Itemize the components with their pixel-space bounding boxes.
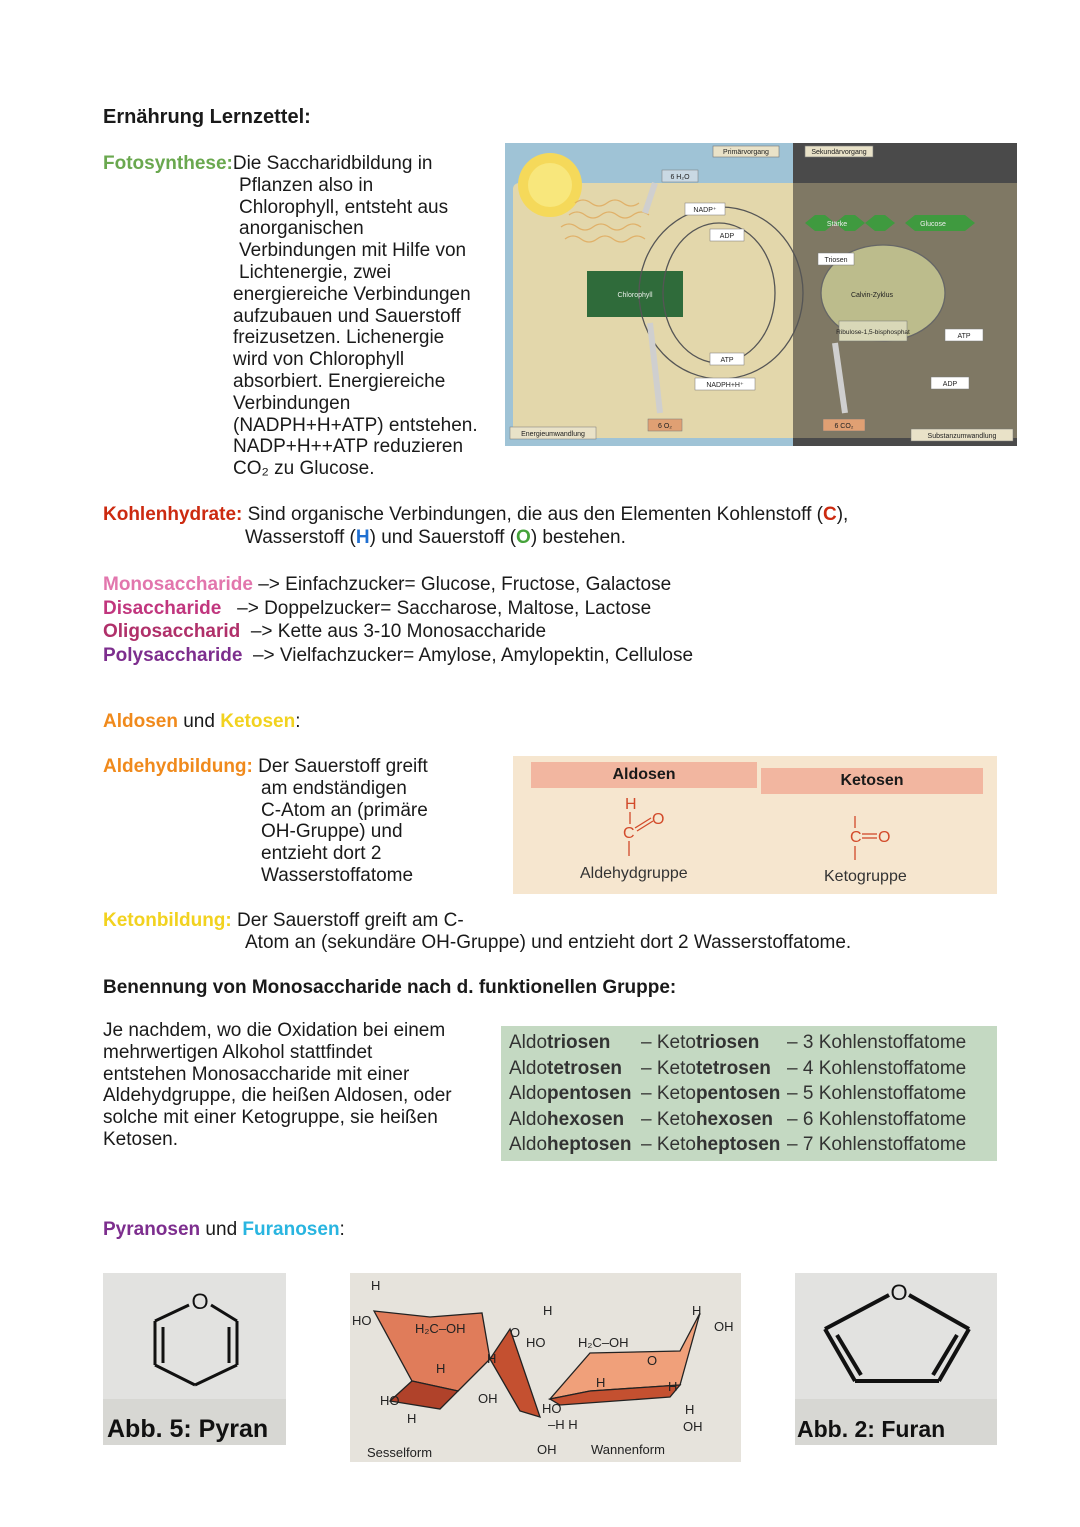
atp-label-1: ATP <box>720 357 734 364</box>
pyranosen-word: Pyranosen <box>103 1219 201 1240</box>
furan-oxygen: O <box>890 1280 908 1305</box>
oxidation-line: Je nachdem, wo die Oxidation bei einem <box>103 1020 446 1041</box>
element-h: H <box>355 527 370 548</box>
saccharide-desc: –> Kette aus 3-10 Monosaccharide <box>240 621 547 642</box>
table-row: Aldoheptosen – Ketoheptosen – 7 Kohlenstoffatome <box>509 1134 967 1155</box>
ketose-c: C <box>850 829 862 846</box>
primaervorgang-label: Primärvorgang <box>723 149 769 156</box>
boat-h-right-top: H <box>692 1303 702 1318</box>
keton-text: Der Sauerstoff greift am C- <box>231 910 464 931</box>
list-item <box>103 597 693 621</box>
aldose-h: H <box>625 796 637 813</box>
list-item <box>103 644 693 668</box>
ketogruppe-label: Ketogruppe <box>824 868 907 885</box>
chair-h2coh: H₂C–OH <box>415 1321 466 1336</box>
boat-ho: HO <box>526 1335 546 1350</box>
o2-label: 6 O₂ <box>658 423 672 430</box>
fotosynthese-line: Chlorophyll, entsteht aus <box>239 196 449 218</box>
aldo-suffix: pentosen <box>547 1083 632 1104</box>
carbon-count: 3 Kohlenstoffatome <box>802 1032 967 1053</box>
chair-ho-left: HO <box>352 1313 372 1328</box>
wannenform-label: Wannenform <box>591 1442 665 1457</box>
fotosynthese-section <box>103 153 503 480</box>
kohlenhydrate-line-1 <box>103 504 848 526</box>
page-title: Ernährung Lernzettel: <box>103 106 311 128</box>
triosen-label: Triosen <box>824 257 848 264</box>
pyran-caption: Abb. 5: Pyran <box>107 1415 269 1443</box>
aldo-prefix: Aldo <box>509 1032 548 1053</box>
keto-suffix: tetrosen <box>695 1058 771 1079</box>
keto-suffix: pentosen <box>695 1083 781 1104</box>
kohlenhydrate-text: ) und Sauerstoff ( <box>369 527 517 548</box>
fotosynthese-line: Verbindungen <box>233 392 351 414</box>
chair-h-top: H <box>371 1278 381 1293</box>
table-row: Aldotriosen – Ketotriosen – 3 Kohlenstoffatome <box>509 1032 967 1053</box>
photosynthesis-diagram <box>505 143 1017 446</box>
list-item <box>103 620 693 644</box>
furan-figure <box>795 1273 997 1445</box>
fotosynthese-line: Pflanzen also in <box>239 174 374 196</box>
chair-h-right: H <box>487 1351 497 1366</box>
pyran-oxygen: O <box>191 1289 209 1314</box>
pyranosen-furanosen-heading <box>103 1219 345 1241</box>
saccharide-desc: –> Doppelzucker= Saccharose, Maltose, Lactose <box>221 597 652 619</box>
carbon-count: 7 Kohlenstoffatome <box>802 1134 967 1155</box>
aldehyd-line: Wasserstoffatome <box>261 864 414 886</box>
kohlenhydrate-text: ) bestehen. <box>530 527 626 548</box>
fotosynthese-line: aufzubauen und Sauerstoff <box>233 305 461 327</box>
substanzumwandlung-label: Substanzumwandlung <box>927 433 997 440</box>
keton-line-2: Atom an (sekundäre OH-Gruppe) und entzieht dort 2 Wasserstoffatome. <box>245 932 852 953</box>
keto-suffix: heptosen <box>695 1134 781 1155</box>
fotosynthese-line: Verbindungen mit Hilfe von <box>239 240 467 262</box>
boat-h2coh: H₂C–OH <box>578 1335 629 1350</box>
kohlenhydrate-line-2 <box>245 527 626 549</box>
benennung-heading: Benennung von Monosaccharide nach d. funktionellen Gruppe: <box>103 977 677 998</box>
carbon-count: 5 Kohlenstoffatome <box>802 1083 967 1104</box>
aldo-suffix: hexosen <box>547 1109 625 1130</box>
kohlenhydrate-text: Sind organische Verbindungen, die aus den Elementen Kohlenstoff ( <box>242 504 823 525</box>
keto-prefix: Keto <box>656 1134 696 1155</box>
kohlenhydrate-text: ), <box>836 504 849 525</box>
ketosen-header: Ketosen <box>761 768 983 794</box>
oxidation-line: Aldehydgruppe, die heißen Aldosen, oder <box>103 1085 452 1107</box>
aldo-prefix: Aldo <box>509 1058 548 1079</box>
table-row: Aldohexosen – Ketohexosen – 6 Kohlenstoffatome <box>509 1109 967 1130</box>
nadp-label: NADP⁺ <box>693 207 717 214</box>
aldo-suffix: triosen <box>547 1032 611 1053</box>
keto-prefix: Keto <box>656 1032 696 1053</box>
und-word: und <box>177 711 221 732</box>
boat-ho-bottom: HO <box>542 1401 562 1416</box>
saccharide-name: Monosaccharide <box>103 574 253 595</box>
adp-label-1: ADP <box>719 233 735 240</box>
sekundaervorgang-label: Sekundärvorgang <box>811 149 867 156</box>
saccharide-name: Polysaccharide <box>103 644 243 666</box>
table-row: Aldotetrosen – Ketotetrosen – 4 Kohlenstoffatome <box>509 1058 967 1079</box>
element-o: O <box>516 527 531 548</box>
fotosynthese-line: freizusetzen. Lichenergie <box>233 327 445 349</box>
furan-caption: Abb. 2: Furan <box>797 1416 946 1442</box>
fotosynthese-line: NADP+H++ATP reduzieren <box>233 436 464 458</box>
nadph-label: NADPH+H⁺ <box>706 382 744 389</box>
colon: : <box>295 711 301 732</box>
saccharide-desc: –> Vielfachzucker= Amylose, Amylopektin, Cellulose <box>242 644 694 666</box>
kohlenhydrate-text: Wasserstoff ( <box>245 527 356 548</box>
keton-term: Ketonbildung: <box>103 910 232 931</box>
boat-h-right: H <box>668 1379 678 1394</box>
fotosynthese-line: absorbiert. Energiereiche <box>233 370 446 392</box>
keto-prefix: Keto <box>656 1109 696 1130</box>
keton-line-1 <box>103 910 464 932</box>
fotosynthese-line: wird von Chlorophyll <box>233 349 405 371</box>
adp-label-2: ADP <box>942 381 958 388</box>
atp-label-2: ATP <box>957 333 971 340</box>
saccharide-name: Oligosaccharid <box>103 621 241 642</box>
boat-ring-oxygen: O <box>647 1353 658 1368</box>
conformation-svg <box>350 1273 741 1462</box>
boat-oh-bottom-right: OH <box>683 1419 703 1434</box>
carbon-count: 6 Kohlenstoffatome <box>802 1109 967 1130</box>
keto-suffix: triosen <box>695 1032 760 1053</box>
oxidation-line: mehrwertigen Alkohol stattfindet <box>103 1041 373 1063</box>
keto-suffix: hexosen <box>695 1109 774 1130</box>
keto-prefix: Keto <box>656 1058 696 1079</box>
aldehydgruppe-label: Aldehydgruppe <box>580 865 688 882</box>
ketosen-word: Ketosen <box>220 711 296 732</box>
fotosynthese-line: energiereiche Verbindungen <box>233 283 471 305</box>
oxidation-paragraph <box>103 1020 452 1151</box>
photosynthesis-svg <box>505 143 1017 446</box>
chair-ho-bottom: HO <box>380 1393 400 1408</box>
boat-oh-bottom: OH <box>537 1442 557 1457</box>
ribulose-label: Ribulose-1,5-bisphosphat <box>836 329 910 336</box>
chlorophyll-label: Chlorophyll <box>617 292 653 299</box>
glucose-label: Glucose <box>920 221 946 228</box>
boat-h-mid: H <box>596 1375 606 1390</box>
saccharide-list <box>103 573 693 667</box>
furanosen-word: Furanosen <box>242 1219 340 1240</box>
boat-h-bottom-right: H <box>685 1402 695 1417</box>
saccharide-name: Disaccharide <box>103 597 222 619</box>
kohlenhydrate-term: Kohlenhydrate: <box>103 504 243 525</box>
aldosen-word: Aldosen <box>103 711 178 732</box>
oxidation-line: solche mit einer Ketogruppe, sie heißen <box>103 1107 438 1129</box>
table-row: Aldopentosen – Ketopentosen – 5 Kohlenstoffatome <box>509 1083 967 1104</box>
carbon-count: 4 Kohlenstoffatome <box>802 1058 967 1079</box>
calvin-label: Calvin-Zyklus <box>850 292 894 299</box>
aldehyd-line: C-Atom an (primäre <box>261 799 428 821</box>
aldehyd-line: Der Sauerstoff greift <box>252 756 428 777</box>
chair-h-mid: H <box>436 1361 446 1376</box>
und-word: und <box>200 1219 243 1240</box>
aldosen-ketosen-heading <box>103 711 300 733</box>
aldehyd-line: OH-Gruppe) und <box>261 821 403 843</box>
aldehyd-term: Aldehydbildung: <box>103 756 253 777</box>
oxidation-line: Ketosen. <box>103 1128 178 1150</box>
colon: : <box>339 1219 345 1240</box>
aldo-prefix: Aldo <box>509 1109 548 1130</box>
boat-hh: –H H <box>548 1417 578 1432</box>
keto-prefix: Keto <box>656 1083 696 1104</box>
element-c: C <box>822 504 837 525</box>
chair-oh: OH <box>478 1391 498 1406</box>
fotosynthese-line: CO₂ zu Glucose. <box>233 458 375 480</box>
aldehyd-line: am endständigen <box>261 777 407 799</box>
sesselform-label: Sesselform <box>367 1445 433 1460</box>
furan-svg <box>795 1273 997 1445</box>
fotosynthese-line: Lichtenergie, zwei <box>239 261 392 283</box>
fotosynthese-term: Fotosynthese: <box>103 153 233 174</box>
aldo-prefix: Aldo <box>509 1083 548 1104</box>
saccharide-desc: –> Einfachzucker= Glucose, Fructose, Galactose <box>252 574 672 595</box>
h2o-label: 6 H₂O <box>670 174 690 181</box>
aldo-suffix: tetrosen <box>547 1058 622 1079</box>
pyran-figure <box>103 1273 286 1445</box>
chair-h-bottom: H <box>407 1411 417 1426</box>
pyran-svg <box>103 1273 286 1445</box>
chair-ring-oxygen: O <box>510 1325 521 1340</box>
fotosynthese-line: (NADPH+H+ATP) entstehen. <box>233 414 478 436</box>
aldehyd-section <box>103 756 428 887</box>
monosaccharide-name-table <box>501 1026 997 1161</box>
conformation-figure <box>350 1273 741 1462</box>
boat-h-top: H <box>543 1303 553 1318</box>
fotosynthese-line: Die Saccharidbildung in <box>232 153 433 174</box>
aldo-suffix: heptosen <box>547 1134 632 1155</box>
boat-oh-right: OH <box>714 1319 734 1334</box>
staerke-label: Stärke <box>826 221 848 228</box>
energieumwandlung-label: Energieumwandlung <box>521 431 585 438</box>
list-item <box>103 573 693 597</box>
oxidation-line: entstehen Monosaccharide mit einer <box>103 1063 410 1085</box>
co2-label: 6 CO₂ <box>834 423 854 430</box>
ketose-o: O <box>878 829 891 846</box>
fotosynthese-line: anorganischen <box>239 218 364 240</box>
aldose-o: O <box>652 811 665 828</box>
aldose-c: C <box>623 825 635 842</box>
aldo-prefix: Aldo <box>509 1134 548 1155</box>
aldehyd-line: entzieht dort 2 <box>261 843 382 865</box>
aldosen-header: Aldosen <box>531 762 757 788</box>
aldose-ketose-figure <box>513 756 997 894</box>
